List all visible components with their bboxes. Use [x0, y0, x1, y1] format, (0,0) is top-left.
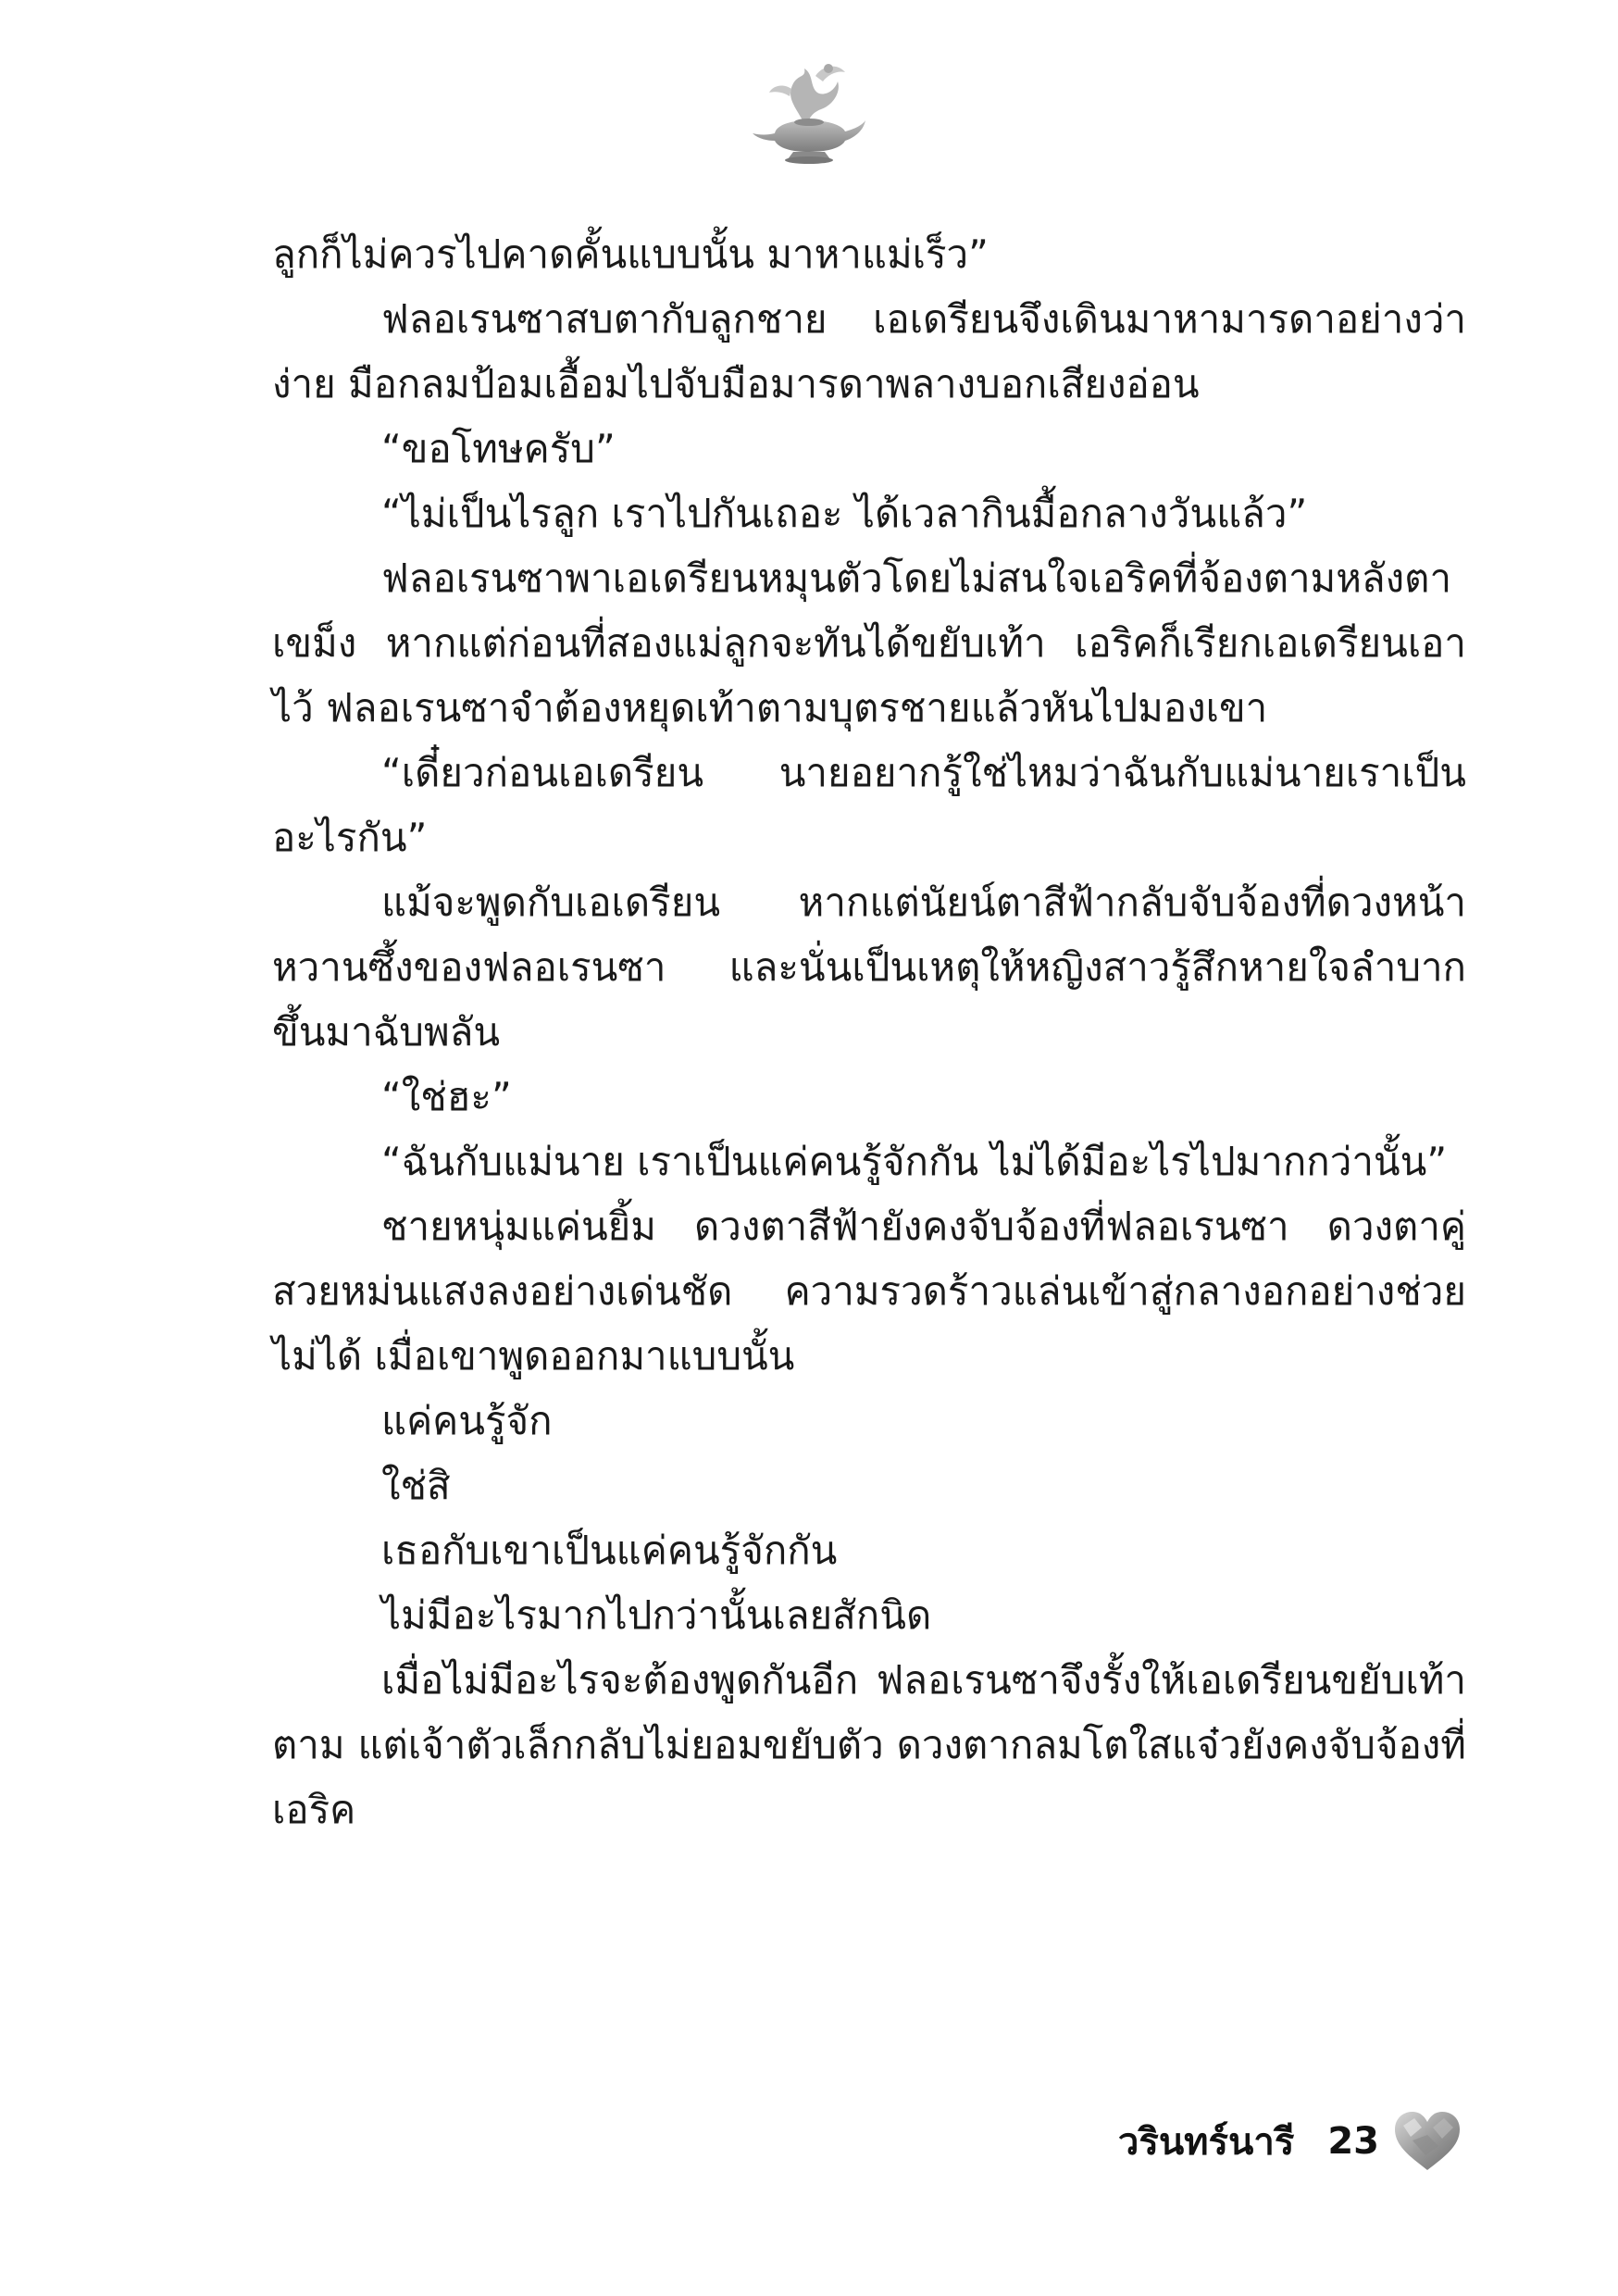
paragraph: “ไม่เป็นไรลูก เราไปกันเถอะ ได้เวลากินมื้อกลางวันแล้ว”: [381, 491, 1308, 536]
paragraph: เมื่อไม่มีอะไรจะต้องพูดกันอีก ฟลอเรนซาจึงรั้งให้เอเดรียนขยับเท้าตาม แต่เจ้าตัวเล็กกลับไม่ยอมขยับตัว ดวงตากลมโตใสแจ๋วยังคงจับจ้องที่เอริค: [272, 1657, 1466, 1832]
paragraph: ไม่มีอะไรมากไปกว่านั้นเลยสักนิด: [381, 1592, 932, 1638]
paragraph: ฟลอเรนซาสบตากับลูกชาย เอเดรียนจึงเดินมาหามารดาอย่างว่าง่าย มือกลมป้อมเอื้อมไปจับมือมารดาพลางบอกเสียงอ่อน: [272, 296, 1466, 406]
magic-lamp-fairy-icon: [749, 56, 869, 167]
page-footer: [1118, 2100, 1462, 2183]
paragraph: แค่คนรู้จัก: [381, 1398, 553, 1443]
paragraph: ชายหนุ่มแค่นยิ้ม ดวงตาสีฟ้ายังคงจับจ้องที่ฟลอเรนซา ดวงตาคู่สวยหม่นแสงลงอย่างเด่นชัด ความรวดร้าวแล่นเข้าสู่กลางอกอย่างช่วยไม่ได้ เมื่อเขาพูดออกมาแบบนั้น: [272, 1204, 1466, 1379]
paragraph: “ใช่ฮะ”: [381, 1074, 512, 1119]
book-title: วรินทร์นารี: [1117, 2121, 1295, 2164]
heart-icon: [1392, 2109, 1462, 2174]
page-number: 23: [1327, 2120, 1379, 2163]
paragraph: “เดี๋ยวก่อนเอเดรียน นายอยากรู้ใช่ไหมว่าฉันกับแม่นายเราเป็นอะไรกัน”: [272, 750, 1466, 860]
body-text: [272, 222, 1466, 1842]
paragraph: เธอกับเขาเป็นแค่คนรู้จักกัน: [381, 1528, 838, 1573]
paragraph: ใช่สิ: [381, 1463, 451, 1508]
paragraph: ฟลอเรนซาพาเอเดรียนหมุนตัวโดยไม่สนใจเอริคที่จ้องตามหลังตาเขม็ง หากแต่ก่อนที่สองแม่ลูกจะทันได้ขยับเท้า เอริคก็เรียกเอเดรียนเอาไว้ ฟลอเรนซาจำต้องหยุดเท้าตามบุตรชายแล้วหันไปมองเขา: [272, 555, 1466, 730]
paragraph: “ขอโทษครับ”: [381, 426, 616, 471]
paragraph: แม้จะพูดกับเอเดรียน หากแต่นัยน์ตาสีฟ้ากลับจับจ้องที่ดวงหน้าหวานซึ้งของฟลอเรนซา และนั่นเป็นเหตุให้หญิงสาวรู้สึกหายใจลำบากขึ้นมาฉับพลัน: [272, 880, 1466, 1054]
paragraph: “ฉันกับแม่นาย เราเป็นแค่คนรู้จักกัน ไม่ได้มีอะไรไปมากกว่านั้น”: [381, 1139, 1448, 1184]
paragraph: ลูกก็ไม่ควรไปคาดคั้นแบบนั้น มาหาแม่เร็ว”: [272, 231, 989, 277]
